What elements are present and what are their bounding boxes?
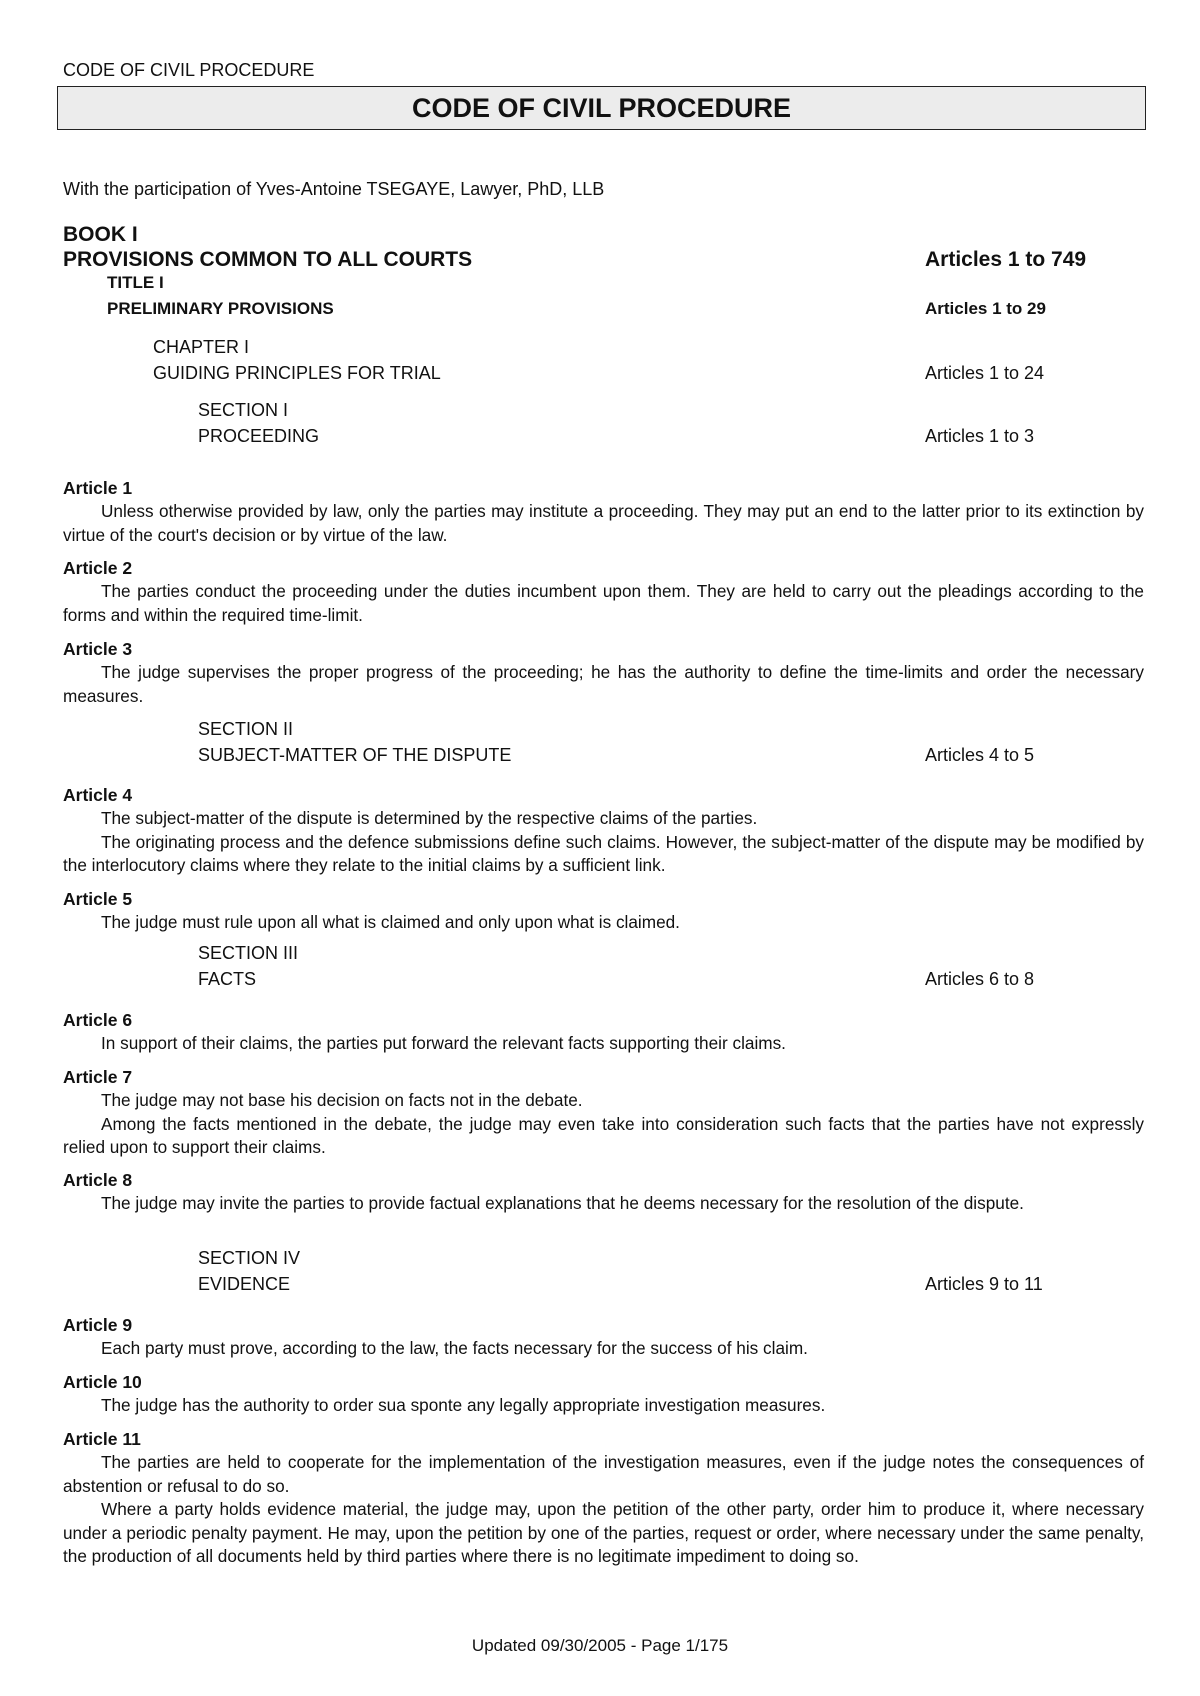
section-name: FACTS (198, 969, 257, 989)
running-header: CODE OF CIVIL PROCEDURE (63, 60, 315, 80)
article-paragraph: The parties are held to cooperate for the implementation of the investigation measures, even if the judge notes the consequences of abstention or refusal to do so. (63, 1452, 1144, 1496)
article-7 (63, 1065, 1144, 1160)
article-paragraph: The originating process and the defence submissions define such claims. However, the subject-matter of the dispute may be modified by the interlocutory claims where they relate to the initial claims by a sufficient link. (63, 831, 1144, 875)
article-4 (63, 783, 1144, 878)
section-heading (198, 716, 1198, 768)
article-title: Article 9 (63, 1315, 133, 1335)
article-paragraph: Among the facts mentioned in the debate, the judge may even take into consideration such facts that the parties have not expressly relied upon to support their claims. (63, 1113, 1144, 1157)
article-title: Article 2 (63, 558, 133, 578)
article-title: Article 7 (63, 1067, 133, 1087)
article-title: Article 11 (63, 1429, 141, 1449)
book-name: PROVISIONS COMMON TO ALL COURTS (63, 248, 473, 271)
title-name: PRELIMINARY PROVISIONS (107, 299, 334, 318)
article-title: Article 5 (63, 889, 133, 909)
article-paragraph: The judge supervises the proper progress of the proceeding; he has the authority to define the time-limits and order the necessary measures. (63, 662, 1144, 706)
article-paragraph: Unless otherwise provided by law, only the parties may institute a proceeding. They may put an end to the latter prior to its extinction by virtue of the court's decision or by virtue of the law. (63, 501, 1144, 545)
section-label: SECTION IV (198, 1248, 301, 1268)
title-heading (107, 270, 1107, 322)
title-label: TITLE I (107, 273, 164, 292)
section-label: SECTION I (198, 400, 289, 420)
section-heading (198, 1245, 1198, 1297)
article-3 (63, 637, 1144, 708)
article-8 (63, 1168, 1144, 1216)
section-range: Articles 1 to 3 (925, 426, 1035, 446)
article-paragraph: The judge must rule upon all what is claimed and only upon what is claimed. (101, 912, 680, 932)
article-5 (63, 887, 1144, 935)
article-6 (63, 1008, 1144, 1056)
article-paragraph: The parties conduct the proceeding under the duties incumbent upon them. They are held to carry out the pleadings according to the forms and within the required time-limit. (63, 581, 1144, 625)
participation-line: With the participation of Yves-Antoine TSEGAYE, Lawyer, PhD, LLB (63, 179, 605, 199)
book-heading (63, 222, 1113, 272)
article-title: Article 6 (63, 1010, 133, 1030)
title-range: Articles 1 to 29 (925, 299, 1046, 318)
article-9 (63, 1313, 1144, 1361)
section-name: EVIDENCE (198, 1274, 291, 1294)
section-range: Articles 6 to 8 (925, 969, 1035, 989)
article-title: Article 8 (63, 1170, 133, 1190)
section-name: SUBJECT-MATTER OF THE DISPUTE (198, 745, 512, 765)
section-heading (198, 397, 1198, 449)
article-2 (63, 556, 1144, 627)
section-label: SECTION II (198, 719, 294, 739)
article-title: Article 10 (63, 1372, 142, 1392)
chapter-label: CHAPTER I (153, 337, 250, 357)
chapter-heading (153, 334, 1153, 386)
book-label: BOOK I (63, 223, 138, 246)
book-range: Articles 1 to 749 (925, 248, 1087, 271)
chapter-range: Articles 1 to 24 (925, 363, 1045, 383)
article-paragraph: The judge may not base his decision on facts not in the debate. (101, 1090, 583, 1110)
section-heading (198, 940, 1198, 992)
article-10 (63, 1370, 1144, 1418)
article-paragraph: In support of their claims, the parties put forward the relevant facts supporting their claims. (101, 1033, 786, 1053)
article-11 (63, 1427, 1144, 1569)
article-title: Article 1 (63, 478, 133, 498)
article-title: Article 4 (63, 785, 133, 805)
article-paragraph: The judge has the authority to order sua sponte any legally appropriate investigation measures. (101, 1395, 826, 1415)
article-paragraph: Where a party holds evidence material, the judge may, upon the petition of the other party, order him to produce it, where necessary under a periodic penalty payment. He may, upon the petition by one of the parties, request or order, where necessary under the same penalty, the production of all documents held by third parties where there is no legitimate impediment to doing so. (63, 1499, 1144, 1566)
article-paragraph: The subject-matter of the dispute is determined by the respective claims of the parties. (101, 808, 758, 828)
section-range: Articles 4 to 5 (925, 745, 1035, 765)
article-paragraph: Each party must prove, according to the law, the facts necessary for the success of his claim. (101, 1338, 808, 1358)
section-name: PROCEEDING (198, 426, 320, 446)
article-paragraph: The judge may invite the parties to provide factual explanations that he deems necessary for the resolution of the dispute. (101, 1193, 1024, 1213)
article-1 (63, 476, 1144, 547)
section-label: SECTION III (198, 943, 299, 963)
chapter-name: GUIDING PRINCIPLES FOR TRIAL (153, 363, 441, 383)
page-footer: Updated 09/30/2005 - Page 1/175 (471, 1636, 729, 1655)
document-title: CODE OF CIVIL PROCEDURE (57, 86, 1146, 130)
section-range: Articles 9 to 11 (925, 1274, 1043, 1294)
article-title: Article 3 (63, 639, 133, 659)
